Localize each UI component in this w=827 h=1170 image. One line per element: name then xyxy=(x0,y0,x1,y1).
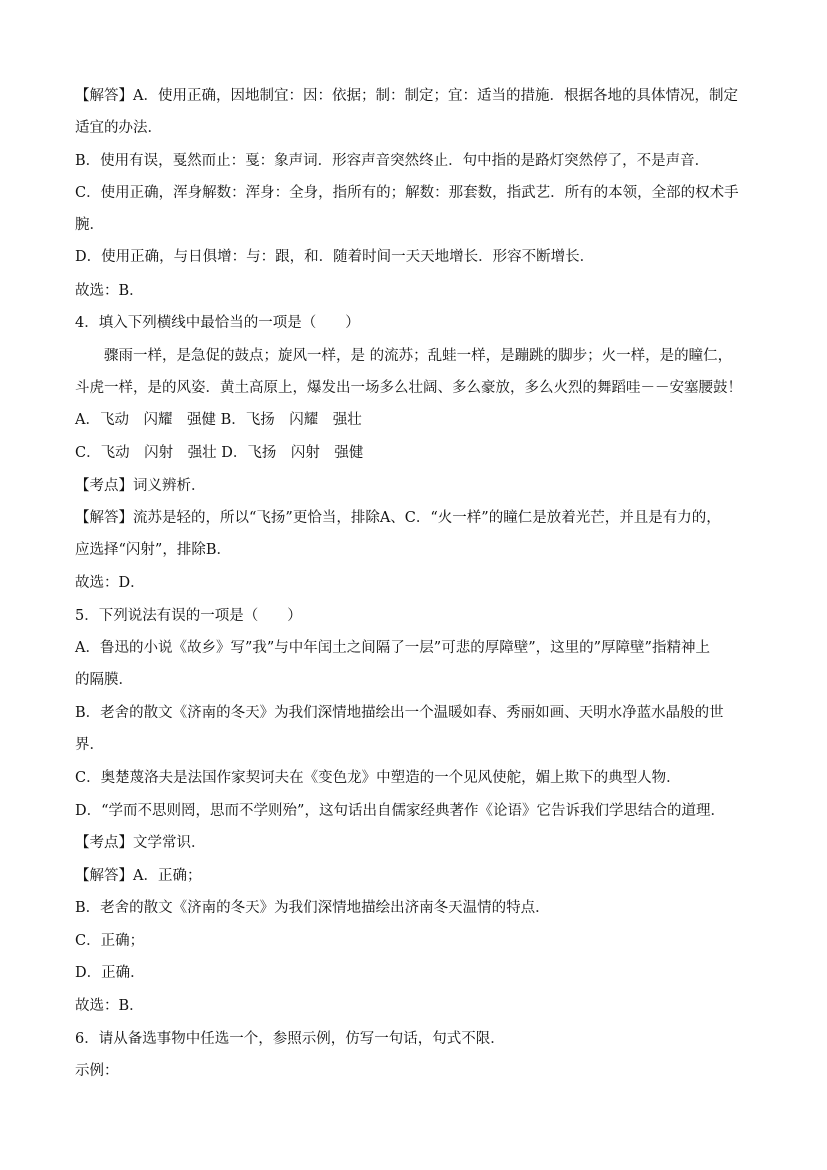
question-5-option-a-line1: A．鲁迅的小说《故乡》写”我”与中年闰土之间隔了一层”可悲的厚障壁”，这里的”厚障壁”指精神上 xyxy=(75,640,710,656)
answer-q3-choice: 故选：B． xyxy=(75,283,144,299)
answer-q3-c-line1: C．使用正确，浑身解数：浑身：全身，指所有的；解数：那套数，指武艺．所有的本领，全部的权术手 xyxy=(75,185,739,201)
question-6-title: 6．请从备选事物中任选一个，参照示例，仿写一句话，句式不限． xyxy=(75,1031,505,1047)
answer-q3-d: D．使用正确，与日俱增：与：跟，和．随着时间一天天地增长．形容不断增长． xyxy=(75,249,595,265)
question-4-choice: 故选：D． xyxy=(75,575,145,591)
question-5-kaodian: 【考点】文学常识． xyxy=(75,835,206,851)
answer-q3-c-line2: 腕． xyxy=(75,217,104,233)
question-5-answer-a: 【解答】A．正确； xyxy=(75,868,202,884)
question-5-option-a-line2: 的隔膜． xyxy=(75,672,133,688)
question-4-kaodian: 【考点】词义辨析． xyxy=(75,478,206,494)
question-4-answer-line2: 应选择“闪射”，排除B． xyxy=(75,542,231,558)
question-4-options-ab: A．飞动 闪耀 强健 B．飞扬 闪耀 强壮 xyxy=(75,412,362,428)
question-5-answer-b: B．老舍的散文《济南的冬天》为我们深情地描绘出济南冬天温情的特点． xyxy=(75,900,550,916)
question-5-choice: 故选：B． xyxy=(75,998,144,1014)
question-5-option-d: D．“学而不思则罔，思而不学则殆”，这句话出自儒家经典著作《论语》它告诉我们学思结合的道理． xyxy=(75,803,725,819)
answer-q3-a-line2: 适宜的办法． xyxy=(75,120,162,136)
answer-q3-b: B．使用有误，戛然而止：戛：象声词．形容声音突然终止．句中指的是路灯突然停了，不是声音． xyxy=(75,153,710,169)
question-5-title: 5．下列说法有误的一项是（ ） xyxy=(75,608,302,624)
question-4-title: 4．填入下列横线中最恰当的一项是（ ） xyxy=(75,315,360,331)
question-5-answer-d: D．正确． xyxy=(75,965,145,981)
question-6-example-label: 示例： xyxy=(75,1063,119,1079)
question-4-passage-line2: 斗虎一样，是的风姿．黄土高原上，爆发出一场多么壮阔、多么豪放，多么火烈的舞蹈哇－－安塞腰鼓！ xyxy=(75,380,742,396)
question-4-passage-line1: 骤雨一样，是急促的鼓点；旋风一样，是 的流苏；乱蛙一样，是蹦跳的脚步；火一样，是的瞳仁， xyxy=(104,348,733,364)
question-5-answer-c: C．正确； xyxy=(75,933,145,949)
question-4-options-cd: C．飞动 闪射 强壮 D．飞扬 闪射 强健 xyxy=(75,445,364,461)
question-5-option-c: C．奥楚蔑洛夫是法国作家契诃夫在《变色龙》中塑造的一个见风使舵，媚上欺下的典型人物． xyxy=(75,770,681,786)
answer-q3-a-line1: 【解答】A．使用正确，因地制宜：因：依据；制：制定；宜：适当的措施．根据各地的具体情况，制定 xyxy=(75,88,738,104)
question-4-answer-line1: 【解答】流苏是轻的，所以“飞扬”更恰当，排除A、C．“火一样”的瞳仁是放着光芒，并且是有力的， xyxy=(75,510,721,526)
question-5-option-b-line1: B．老舍的散文《济南的冬天》为我们深情地描绘出一个温暖如春、秀丽如画、天明水净蓝水晶般的世 xyxy=(75,705,724,721)
question-5-option-b-line2: 界． xyxy=(75,737,104,753)
